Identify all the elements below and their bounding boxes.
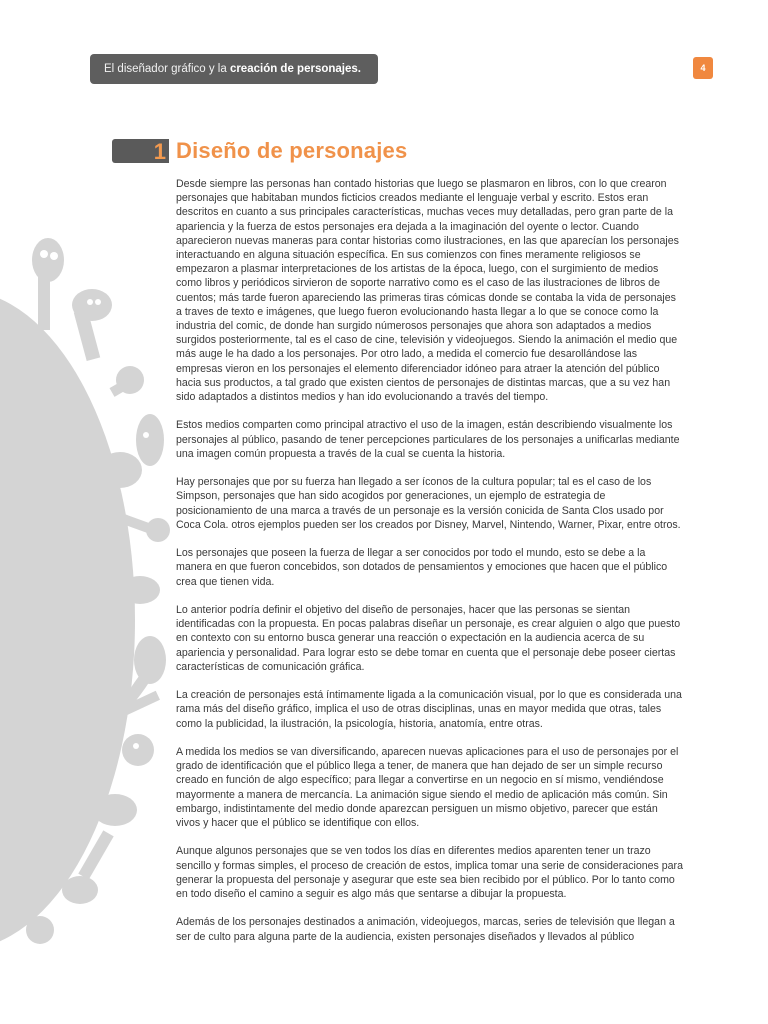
header-title-prefix: El diseñador gráfico y la: [104, 63, 230, 75]
paragraph: Además de los personajes destinados a animación, videojuegos, marcas, series de televisión que llegan a ser de culto para alguna parte de la audiencia, existen personajes diseñados y llevados al público: [176, 916, 675, 943]
header-title-bold: creación de personajes.: [229, 63, 361, 75]
running-header: [90, 54, 378, 84]
section-number-badge: 1: [112, 139, 169, 163]
paragraph: Lo anterior podría definir el objetivo del diseño de personajes, hacer que las personas se sientan identificadas con la propuesta. En pocas palabras diseñar un personaje, es crear alguien o algo que puesto en contexto con su entorno busca generar una reacción o expectación en la audiencia acerca de su apariencia y personalidad. Para lograr esto se debe tomar en cuenta que el personaje debe poseer ciertas características de comunicación gráfica.: [176, 604, 681, 673]
body-text: [176, 177, 684, 958]
paragraph: Los personajes que poseen la fuerza de llegar a ser conocidos por todo el mundo, esto se debe a la manera en que fueron concebidos, son dotados de pensamientos y emociones que hacen que el público crea que tienen vida.: [176, 547, 668, 588]
characters-silhouette-decoration: [0, 230, 175, 990]
paragraph: Estos medios comparten como principal atractivo el uso de la imagen, están describiendo visualmente los personajes al público, pasando de tener percepciones particulares de los personajes a unificarlas mediante una imagen común propuesta a través de la cual se cuenta la historia.: [176, 419, 680, 460]
paragraph: La creación de personajes está íntimamente ligada a la comunicación visual, por lo que es considerada una rama más del diseño gráfico, implica el uso de otras disciplinas, unas en mayor medida que otras, tales como la publicidad, la ilustración, la psicología, historia, anatomía, entre otras.: [176, 689, 682, 730]
page-number-badge: 4: [693, 57, 713, 79]
section-title: Diseño de personajes: [176, 138, 408, 163]
paragraph: Aunque algunos personajes que se ven todos los días en diferentes medios aparenten tener un trazo sencillo y formas simples, el proceso de creación de estos, implica tomar una serie de consideraciones para generar la propuesta del personaje y asegurar que este sea bien recibido por el público. Por lo tanto como en todo diseño el camino a seguir es algo más que sentarse a dibujar la propuesta.: [176, 845, 683, 901]
paragraph: A medida los medios se van diversificando, aparecen nuevas aplicaciones para el uso de personajes por el grado de identificación que el público llega a tener, de manera que han dejado de ser un simple recurso creado en función de algo específico; para llegar a convertirse en un negocio en sí mismo, vendiéndose mayormente a manera de mercancía. La animación sigue siendo el medio de aplicación más común. Sin embargo, indistintamente del medio donde aparezcan persiguen un mismo objetivo, parecer que están vivos y hacer que el público se identifique con ellos.: [176, 746, 679, 830]
paragraph: Desde siempre las personas han contado historias que luego se plasmaron en libros, con lo que crearon personajes que habitaban mundos ficticios creados mediante el lenguaje verbal y escrito. Estos eran descritos en cuanto a sus principales características, muchas veces muy detalladas, pero gran parte de la apariencia y la fuerza de estos personajes era dejada a la imaginación del oyente o lector. Cuando aparecieron nuevas maneras para contar historias como ilustraciones, en las que aparecían los personajes interactuando en alguna situación específica. En sus comienzos con fines meramente religiosos se empezaron a plasmar interpretaciones de los artistas de la época, luego, con el surgimiento de medios como libros y periódicos sirvieron de soporte narrativo como es el caso de las ilustraciones de libros de cuentos; más tarde fueron apareciendo las primeras tiras cómicas donde se contaba la vida de personajes a traves de texto e imágenes, que luego fueron evolucionando hasta llegar a lo que se conoce como la industria del comic, de donde han surgido númerosos personajes que ahora son adaptados a medios surgidos posteriormente, tal es el caso de cine, televisión y videojuegos. Siendo la animación el medio que más auge le ha dado a los personajes. Por otro lado, a medida el comercio fue desarollándose las empresas vieron en los personajes el elemento diferenciador idóneo para atraer la atención del público hacia sus productos, a tal grado que existen cientos de personajes de distintas marcas, que a su vez han sido adaptados a distintos medios y han ido evolucionando a través del tiempo.: [176, 178, 679, 404]
paragraph: Hay personajes que por su fuerza han llegado a ser íconos de la cultura popular; tal es el caso de los Simpson, personajes que han sido acogidos por generaciones, un ejemplo de estrategia de posicionamiento de una marca a través de un personaje es la versión conicida de Santa Clos usado por Coca Cola. otros ejemplos pueden ser los creados por Disney, Marvel, Nintendo, Warner, Pixar, entre otros.: [176, 476, 681, 531]
